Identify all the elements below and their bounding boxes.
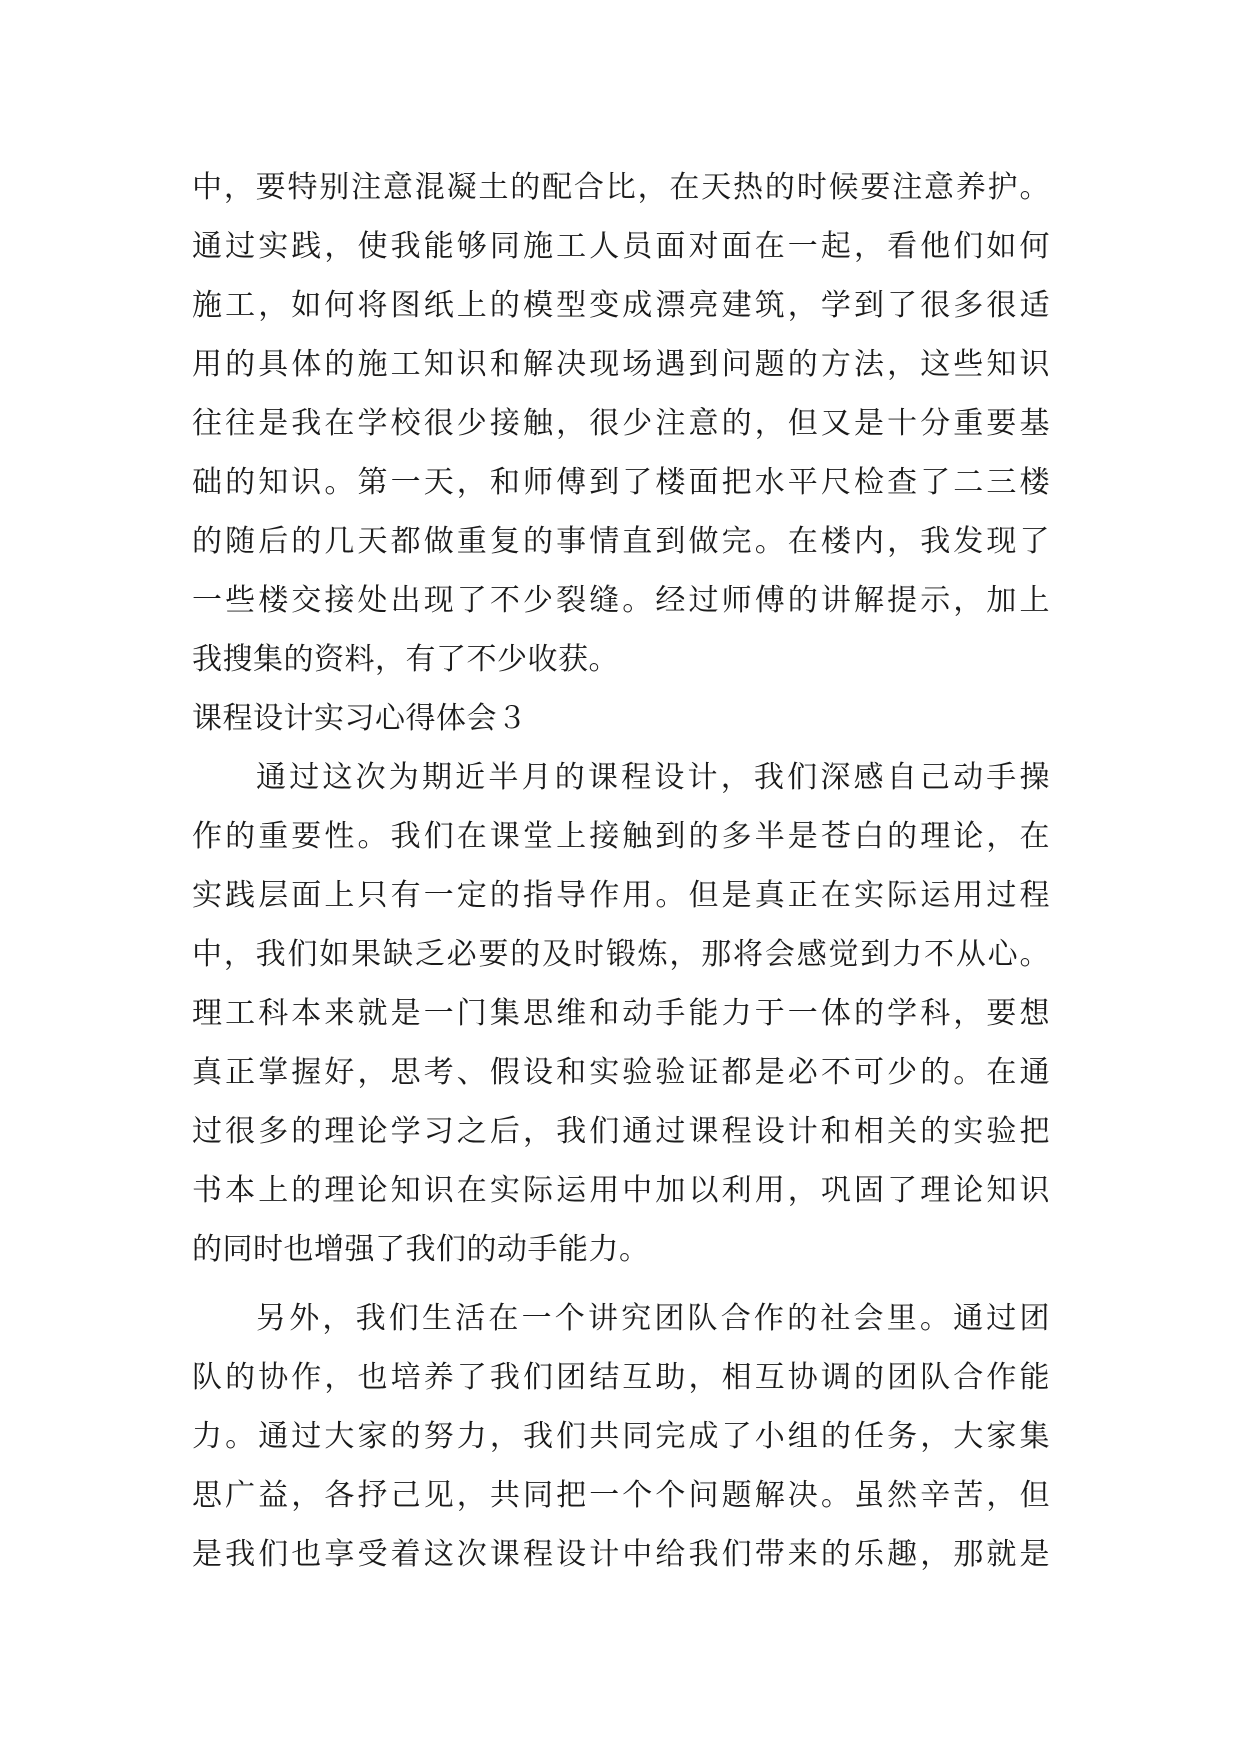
text-line: 础的知识。第一天，和师傅到了楼面把水平尺检查了二三楼 [192,465,1050,500]
text-line: 力。通过大家的努力，我们共同完成了小组的任务，大家集 [192,1419,1050,1454]
text-line: 真正掌握好，思考、假设和实验验证都是必不可少的。在通 [192,1055,1050,1090]
paragraph-1 [192,748,1050,1279]
paragraph-spacer [192,1279,1050,1289]
text-line: 过很多的理论学习之后，我们通过课程设计和相关的实验把 [192,1114,1050,1149]
text-line: 通过实践，使我能够同施工人员面对面在一起，看他们如何 [192,229,1050,264]
text-line: 用的具体的施工知识和解决现场遇到问题的方法，这些知识 [192,347,1050,382]
text-line: 我搜集的资料，有了不少收获。 [192,642,619,677]
text-line: 另外，我们生活在一个讲究团队合作的社会里。通过团 [256,1301,1050,1336]
paragraph-2 [192,1289,1050,1584]
text-line: 作的重要性。我们在课堂上接触到的多半是苍白的理论，在 [192,819,1050,854]
text-line: 实践层面上只有一定的指导作用。但是真正在实际运用过程 [192,878,1050,913]
text-line: 一些楼交接处出现了不少裂缝。经过师傅的讲解提示，加上 [192,583,1050,618]
text-line: 是我们也享受着这次课程设计中给我们带来的乐趣，那就是 [192,1537,1050,1572]
text-line: 队的协作，也培养了我们团结互助，相互协调的团队合作能 [192,1360,1050,1395]
text-line: 通过这次为期近半月的课程设计，我们深感自己动手操 [256,760,1050,795]
text-line: 中，我们如果缺乏必要的及时锻炼，那将会感觉到力不从心。 [192,937,1050,972]
text-line: 的同时也增强了我们的动手能力。 [192,1232,650,1267]
section-heading: 课程设计实习心得体会３ [192,701,528,736]
text-line: 书本上的理论知识在实际运用中加以利用，巩固了理论知识 [192,1173,1050,1208]
text-line: 理工科本来就是一门集思维和动手能力于一体的学科，要想 [192,996,1050,1031]
text-line: 施工，如何将图纸上的模型变成漂亮建筑，学到了很多很适 [192,288,1050,323]
text-line: 中，要特别注意混凝土的配合比，在天热的时候要注意养护。 [192,170,1050,205]
text-line: 的随后的几天都做重复的事情直到做完。在楼内，我发现了 [192,524,1050,559]
document-body [192,158,1050,1584]
text-line: 往往是我在学校很少接触，很少注意的，但又是十分重要基 [192,406,1050,441]
text-line: 思广益，各抒己见，共同把一个个问题解决。虽然辛苦，但 [192,1478,1050,1513]
continued-paragraph [192,158,1050,689]
